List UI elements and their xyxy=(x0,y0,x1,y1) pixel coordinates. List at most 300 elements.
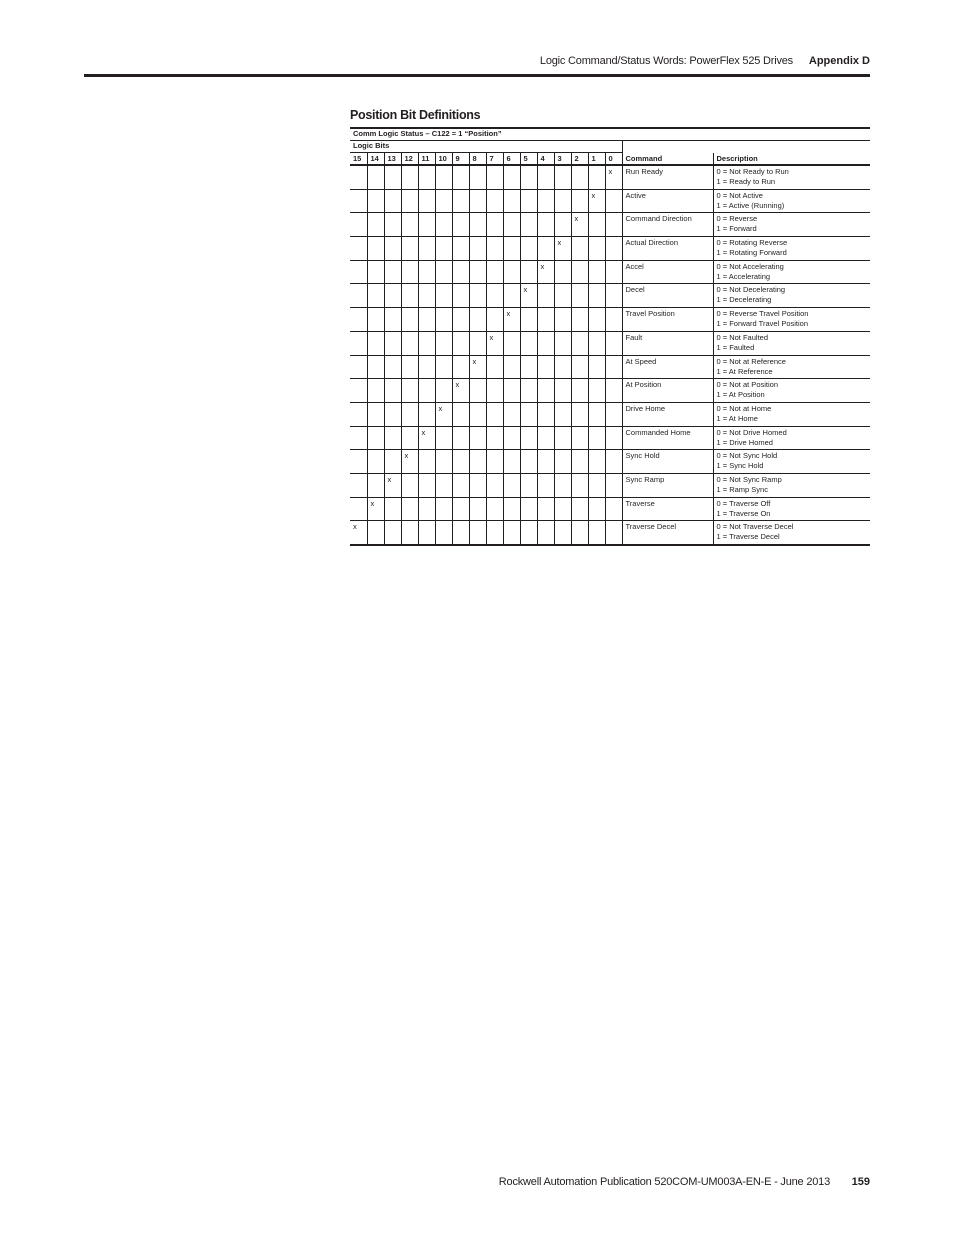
bit-cell xyxy=(554,426,571,450)
table-row xyxy=(350,237,870,261)
command-cell: Fault xyxy=(622,331,713,355)
bit-cell xyxy=(401,497,418,521)
bit-cell xyxy=(605,189,622,213)
bit-cell xyxy=(435,308,452,332)
bit-mark: x xyxy=(605,165,622,189)
bit-mark: x xyxy=(401,450,418,474)
bit-cell xyxy=(469,308,486,332)
bit-cell xyxy=(520,165,537,189)
bit-cell xyxy=(605,237,622,261)
bit-cell xyxy=(503,237,520,261)
bit-cell xyxy=(401,402,418,426)
bit-cell xyxy=(605,497,622,521)
bit-cell xyxy=(486,355,503,379)
bit-cell xyxy=(520,260,537,284)
bit-cell xyxy=(469,189,486,213)
table-header-row-1 xyxy=(350,141,870,153)
bit-cell xyxy=(350,379,367,403)
bit-cell xyxy=(367,165,384,189)
header-rule xyxy=(84,74,870,77)
bit-cell xyxy=(384,284,401,308)
command-cell: Drive Home xyxy=(622,402,713,426)
bit-cell xyxy=(469,426,486,450)
description-line-0: 0 = Not at Reference xyxy=(716,356,786,366)
bit-mark: x xyxy=(367,497,384,521)
bit-cell xyxy=(452,165,469,189)
bit-header-3: 3 xyxy=(554,153,571,166)
bit-cell xyxy=(486,521,503,545)
footer-publication: Rockwell Automation Publication 520COM-UM003A-EN-E - June 2013 xyxy=(498,1176,830,1188)
bit-cell xyxy=(588,213,605,237)
bit-cell xyxy=(350,189,367,213)
bit-cell xyxy=(571,426,588,450)
description-line-1: 1 = Decelerating xyxy=(716,295,772,305)
bit-cell xyxy=(486,426,503,450)
bit-cell xyxy=(520,473,537,497)
description-line-0: 0 = Not Active xyxy=(716,190,763,200)
bit-header-15: 15 xyxy=(350,153,367,166)
bit-cell xyxy=(537,284,554,308)
bit-cell xyxy=(435,497,452,521)
header-appendix: Appendix D xyxy=(808,55,870,67)
table-header-row-2 xyxy=(350,153,870,166)
bit-cell xyxy=(588,521,605,545)
bit-cell xyxy=(605,284,622,308)
description-line-0: 0 = Not Drive Homed xyxy=(716,427,787,437)
bit-cell xyxy=(588,165,605,189)
bit-cell xyxy=(571,237,588,261)
bit-cell xyxy=(367,237,384,261)
bit-cell xyxy=(588,402,605,426)
bit-cell xyxy=(469,379,486,403)
bit-cell xyxy=(435,331,452,355)
bit-cell xyxy=(367,284,384,308)
table-row xyxy=(350,189,870,213)
bit-cell xyxy=(503,521,520,545)
description-cell xyxy=(713,379,870,403)
bit-cell xyxy=(367,189,384,213)
bit-cell xyxy=(452,331,469,355)
command-cell: Actual Direction xyxy=(622,237,713,261)
description-header: Description xyxy=(713,153,870,166)
bit-cell xyxy=(418,521,435,545)
command-cell: Decel xyxy=(622,284,713,308)
bit-cell xyxy=(452,189,469,213)
table-row xyxy=(350,402,870,426)
bit-mark: x xyxy=(571,213,588,237)
bit-cell xyxy=(486,473,503,497)
bit-cell xyxy=(554,450,571,474)
bit-cell xyxy=(571,521,588,545)
table-row xyxy=(350,521,870,545)
description-line-1: 1 = Traverse On xyxy=(716,508,771,518)
bit-cell xyxy=(384,165,401,189)
command-cell: Sync Ramp xyxy=(622,473,713,497)
bit-header-11: 11 xyxy=(418,153,435,166)
bit-cell xyxy=(350,237,367,261)
bit-cell xyxy=(350,426,367,450)
description-cell xyxy=(713,450,870,474)
bit-cell xyxy=(486,497,503,521)
bit-cell xyxy=(384,497,401,521)
bit-cell xyxy=(384,237,401,261)
bit-cell xyxy=(503,189,520,213)
bit-cell xyxy=(469,450,486,474)
bit-cell xyxy=(588,237,605,261)
bit-cell xyxy=(367,402,384,426)
bit-cell xyxy=(503,473,520,497)
bit-cell xyxy=(350,308,367,332)
bit-cell xyxy=(588,355,605,379)
bit-cell xyxy=(367,473,384,497)
bit-mark: x xyxy=(469,355,486,379)
description-cell xyxy=(713,402,870,426)
bit-cell xyxy=(350,497,367,521)
bit-cell xyxy=(452,284,469,308)
bit-header-5: 5 xyxy=(520,153,537,166)
description-line-0: 0 = Not at Position xyxy=(716,380,778,390)
bit-cell xyxy=(401,473,418,497)
bit-header-4: 4 xyxy=(537,153,554,166)
bit-cell xyxy=(384,213,401,237)
bit-cell xyxy=(452,308,469,332)
page-footer xyxy=(84,1174,870,1190)
bit-cell xyxy=(350,355,367,379)
bit-cell xyxy=(367,213,384,237)
table-row xyxy=(350,284,870,308)
bit-cell xyxy=(537,165,554,189)
bit-cell xyxy=(469,213,486,237)
bit-cell xyxy=(503,379,520,403)
description-line-1: 1 = Forward xyxy=(716,224,757,234)
bit-cell xyxy=(384,260,401,284)
bit-cell xyxy=(486,308,503,332)
bit-cell xyxy=(605,426,622,450)
description-line-0: 0 = Reverse Travel Position xyxy=(716,309,809,319)
bit-cell xyxy=(571,331,588,355)
bit-cell xyxy=(486,260,503,284)
bit-cell xyxy=(503,213,520,237)
command-cell: Run Ready xyxy=(622,165,713,189)
bit-cell xyxy=(384,426,401,450)
bit-cell xyxy=(418,213,435,237)
description-cell xyxy=(713,521,870,545)
bit-cell xyxy=(350,402,367,426)
bit-cell xyxy=(469,402,486,426)
bit-cell xyxy=(435,355,452,379)
description-line-1: 1 = Rotating Forward xyxy=(716,248,787,258)
bit-mark: x xyxy=(520,284,537,308)
bit-cell xyxy=(367,260,384,284)
bit-cell xyxy=(503,355,520,379)
bit-cell xyxy=(554,213,571,237)
description-line-0: 0 = Not Ready to Run xyxy=(716,167,789,176)
bit-cell xyxy=(469,284,486,308)
bit-cell xyxy=(350,213,367,237)
bit-cell xyxy=(350,473,367,497)
bit-cell xyxy=(435,237,452,261)
bit-cell xyxy=(401,237,418,261)
bit-cell xyxy=(605,331,622,355)
bit-cell xyxy=(452,237,469,261)
bit-cell xyxy=(452,521,469,545)
bit-cell xyxy=(384,308,401,332)
page-number: 159 xyxy=(851,1176,870,1188)
description-line-1: 1 = At Reference xyxy=(716,366,773,376)
bit-cell xyxy=(469,473,486,497)
bit-cell xyxy=(554,189,571,213)
bit-cell xyxy=(486,402,503,426)
description-cell xyxy=(713,473,870,497)
bit-cell xyxy=(418,355,435,379)
bit-cell xyxy=(401,189,418,213)
bit-cell xyxy=(503,497,520,521)
bit-cell xyxy=(486,165,503,189)
bit-cell xyxy=(367,426,384,450)
bit-cell xyxy=(571,189,588,213)
bit-cell xyxy=(350,284,367,308)
bit-cell xyxy=(588,379,605,403)
bit-cell xyxy=(571,402,588,426)
description-line-1: 1 = At Position xyxy=(716,390,765,400)
bit-cell xyxy=(418,284,435,308)
bit-cell xyxy=(435,165,452,189)
bit-cell xyxy=(537,237,554,261)
bit-cell xyxy=(452,260,469,284)
bit-cell xyxy=(537,189,554,213)
bit-cell xyxy=(418,402,435,426)
bit-cell xyxy=(605,521,622,545)
bit-cell xyxy=(520,237,537,261)
description-line-1: 1 = Traverse Decel xyxy=(716,532,780,542)
bit-cell xyxy=(486,237,503,261)
bit-header-14: 14 xyxy=(367,153,384,166)
description-line-0: 0 = Not Faulted xyxy=(716,332,768,342)
description-line-0: 0 = Not Accelerating xyxy=(716,261,784,271)
bit-cell xyxy=(554,473,571,497)
bit-cell xyxy=(435,260,452,284)
description-line-1: 1 = Active (Running) xyxy=(716,200,785,210)
bit-cell xyxy=(503,260,520,284)
bit-cell xyxy=(571,450,588,474)
bit-cell xyxy=(554,497,571,521)
bit-cell xyxy=(469,165,486,189)
bit-cell xyxy=(503,450,520,474)
description-line-0: 0 = Not Sync Hold xyxy=(716,451,778,461)
bit-mark: x xyxy=(418,426,435,450)
bit-cell xyxy=(435,284,452,308)
bit-cell xyxy=(452,426,469,450)
bit-cell xyxy=(435,189,452,213)
command-header-spacer xyxy=(622,141,713,153)
table-row xyxy=(350,331,870,355)
bit-cell xyxy=(418,165,435,189)
description-cell xyxy=(713,237,870,261)
bit-cell xyxy=(418,473,435,497)
bit-cell xyxy=(469,521,486,545)
bit-cell xyxy=(520,355,537,379)
description-cell xyxy=(713,331,870,355)
bit-cell xyxy=(384,355,401,379)
bit-cell xyxy=(554,260,571,284)
command-cell: At Speed xyxy=(622,355,713,379)
bit-cell xyxy=(452,355,469,379)
description-cell xyxy=(713,308,870,332)
bit-cell xyxy=(435,473,452,497)
description-line-1: 1 = Faulted xyxy=(716,342,755,352)
bit-cell xyxy=(418,237,435,261)
bit-cell xyxy=(435,450,452,474)
bit-cell xyxy=(571,473,588,497)
bit-cell xyxy=(384,450,401,474)
bit-cell xyxy=(418,331,435,355)
bit-cell xyxy=(588,450,605,474)
description-cell xyxy=(713,284,870,308)
bit-cell xyxy=(571,379,588,403)
description-line-1: 1 = Forward Travel Position xyxy=(716,319,808,329)
bit-cell xyxy=(571,260,588,284)
bit-cell xyxy=(537,331,554,355)
bit-cell xyxy=(452,402,469,426)
bit-cell xyxy=(537,473,554,497)
description-line-1: 1 = At Home xyxy=(716,413,758,423)
bit-cell xyxy=(588,426,605,450)
command-cell: Commanded Home xyxy=(622,426,713,450)
bit-cell xyxy=(537,450,554,474)
bit-cell xyxy=(401,308,418,332)
table-row xyxy=(350,450,870,474)
bit-cell xyxy=(401,284,418,308)
bit-cell xyxy=(367,521,384,545)
bit-cell xyxy=(469,260,486,284)
bit-cell xyxy=(520,213,537,237)
bit-cell xyxy=(350,260,367,284)
bit-header-10: 10 xyxy=(435,153,452,166)
bit-cell xyxy=(520,379,537,403)
header-title: Logic Command/Status Words: PowerFlex 525 Drives xyxy=(539,55,793,67)
bit-cell xyxy=(367,355,384,379)
bit-cell xyxy=(401,213,418,237)
bit-cell xyxy=(554,165,571,189)
bit-cell xyxy=(384,379,401,403)
command-cell: Traverse xyxy=(622,497,713,521)
description-line-0: 0 = Not Decelerating xyxy=(716,285,786,295)
bit-cell xyxy=(588,308,605,332)
bit-cell xyxy=(418,189,435,213)
bit-cell xyxy=(503,402,520,426)
bit-cell xyxy=(605,379,622,403)
bit-cell xyxy=(418,308,435,332)
table-row xyxy=(350,165,870,189)
bit-cell xyxy=(503,331,520,355)
bit-cell xyxy=(384,521,401,545)
bit-cell xyxy=(401,521,418,545)
bit-cell xyxy=(384,331,401,355)
description-cell xyxy=(713,213,870,237)
command-cell: At Position xyxy=(622,379,713,403)
command-cell: Accel xyxy=(622,260,713,284)
bit-cell xyxy=(571,165,588,189)
bit-cell xyxy=(503,284,520,308)
bit-cell xyxy=(367,308,384,332)
bit-cell xyxy=(401,260,418,284)
description-line-1: 1 = Drive Homed xyxy=(716,437,773,447)
description-line-0: 0 = Reverse xyxy=(716,214,758,224)
bit-header-8: 8 xyxy=(469,153,486,166)
bit-cell xyxy=(588,260,605,284)
bit-cell xyxy=(520,426,537,450)
bit-cell xyxy=(605,402,622,426)
command-header: Command xyxy=(622,153,713,166)
bit-cell xyxy=(418,260,435,284)
running-header xyxy=(84,53,870,69)
table-row xyxy=(350,213,870,237)
bit-cell xyxy=(418,497,435,521)
bit-mark: x xyxy=(588,189,605,213)
bit-cell xyxy=(537,497,554,521)
bit-cell xyxy=(554,355,571,379)
bit-cell xyxy=(605,355,622,379)
bit-cell xyxy=(588,331,605,355)
bit-cell xyxy=(367,379,384,403)
bit-cell xyxy=(571,308,588,332)
bit-header-13: 13 xyxy=(384,153,401,166)
bit-cell xyxy=(435,426,452,450)
table-row xyxy=(350,497,870,521)
bit-cell xyxy=(520,521,537,545)
bit-cell xyxy=(537,308,554,332)
description-line-0: 0 = Not Sync Ramp xyxy=(716,474,782,484)
position-bit-table xyxy=(350,127,870,546)
bit-cell xyxy=(554,402,571,426)
description-line-0: 0 = Not at Home xyxy=(716,403,772,413)
bit-header-2: 2 xyxy=(571,153,588,166)
bit-cell xyxy=(537,402,554,426)
bit-cell xyxy=(418,379,435,403)
command-cell: Travel Position xyxy=(622,308,713,332)
description-line-0: 0 = Traverse Off xyxy=(716,498,771,508)
bit-cell xyxy=(401,379,418,403)
description-line-1: 1 = Accelerating xyxy=(716,271,771,281)
bit-cell xyxy=(486,284,503,308)
bit-cell xyxy=(503,165,520,189)
bit-cell xyxy=(520,497,537,521)
description-line-1: 1 = Ramp Sync xyxy=(716,484,768,494)
bit-cell xyxy=(350,450,367,474)
bit-cell xyxy=(486,213,503,237)
bit-cell xyxy=(469,331,486,355)
bit-header-6: 6 xyxy=(503,153,520,166)
bit-cell xyxy=(486,450,503,474)
bit-mark: x xyxy=(537,260,554,284)
bit-cell xyxy=(520,450,537,474)
description-line-0: 0 = Rotating Reverse xyxy=(716,238,788,248)
description-line-0: 0 = Not Traverse Decel xyxy=(716,522,794,532)
command-cell: Active xyxy=(622,189,713,213)
command-cell: Traverse Decel xyxy=(622,521,713,545)
table-row xyxy=(350,355,870,379)
bit-cell xyxy=(554,308,571,332)
bit-cell xyxy=(401,355,418,379)
bit-cell xyxy=(452,473,469,497)
bit-cell xyxy=(435,521,452,545)
bit-cell xyxy=(384,402,401,426)
bit-cell xyxy=(469,497,486,521)
description-line-1: 1 = Ready to Run xyxy=(716,177,776,186)
bit-cell xyxy=(384,189,401,213)
command-cell: Sync Hold xyxy=(622,450,713,474)
bit-header-0: 0 xyxy=(605,153,622,166)
